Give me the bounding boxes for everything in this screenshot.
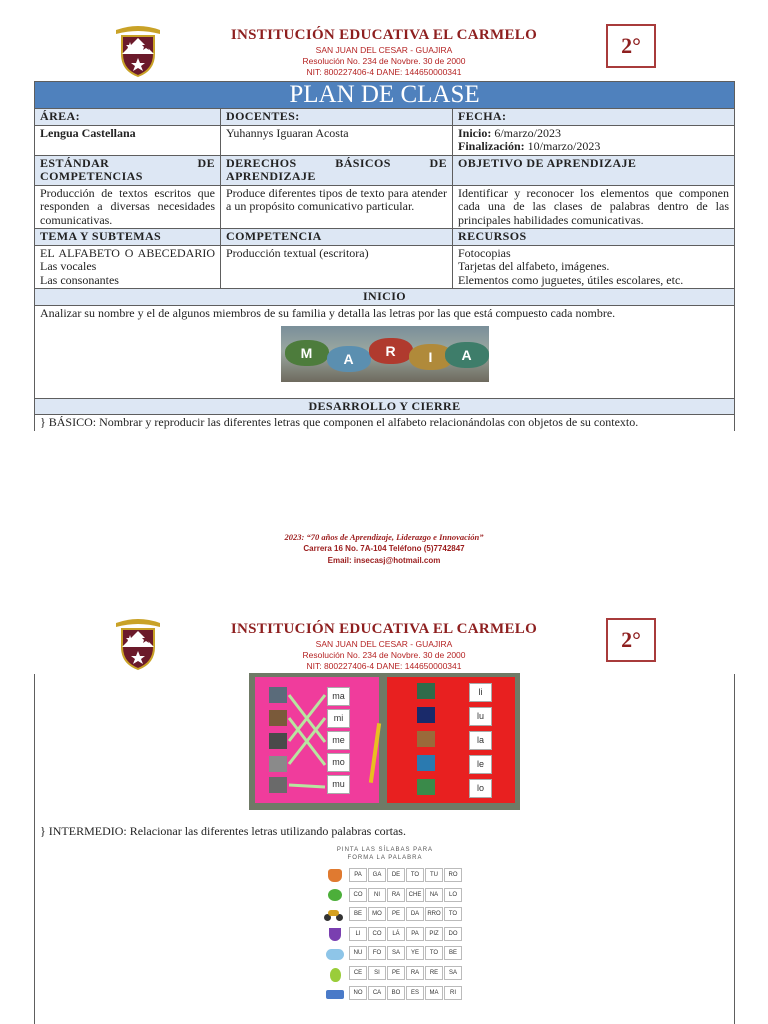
resolution-line: Resolución No. 234 de Novbre. 30 de 2000 xyxy=(302,56,466,66)
stone-letter: A xyxy=(445,342,489,368)
stone-letter: R xyxy=(369,338,413,364)
resolution-line: Resolución No. 234 de Novbre. 30 de 2000 xyxy=(302,650,466,660)
nit-dane-line: NIT: 800227406-4 DANE: 144650000341 xyxy=(306,67,462,77)
syllable-cell: RE xyxy=(425,966,443,980)
objetivo-label: OBJETIVO DE APRENDIZAJE xyxy=(453,155,735,185)
syllable-cell: CA xyxy=(368,986,386,1000)
pink-board xyxy=(255,677,379,803)
syllable-cell: NI xyxy=(368,888,386,902)
recurso-line: Elementos como juguetes, útiles escolares, etc. xyxy=(458,272,684,287)
maria-stones-image xyxy=(281,326,489,382)
estandar-label: ESTÁNDAR DE COMPETENCIAS xyxy=(35,155,221,185)
syllable-cell: PE xyxy=(387,966,405,980)
syllable-cell: RRO xyxy=(425,907,443,921)
recursos-label: RECURSOS xyxy=(453,229,735,246)
syllable-cell: CO xyxy=(349,888,367,902)
syllable-cell: FO xyxy=(368,946,386,960)
stone-letter: A xyxy=(327,346,371,372)
tema-line: EL ALFABETO O ABECEDARIO xyxy=(40,245,215,260)
syllable-card: mi xyxy=(327,709,350,728)
fecha-values xyxy=(453,125,735,155)
picture-card xyxy=(417,707,435,723)
syllable-cell: PIZ xyxy=(425,927,443,941)
syllable-cell: LO xyxy=(444,888,462,902)
picture-card xyxy=(417,779,435,795)
syllable-cell: MA xyxy=(425,986,443,1000)
syllable-card: mu xyxy=(327,775,350,794)
syllable-cell: SI xyxy=(368,966,386,980)
tema-line: Las consonantes xyxy=(40,272,119,287)
syllable-cell: SA xyxy=(387,946,405,960)
syllable-cell: ES xyxy=(406,986,424,1000)
red-board xyxy=(387,677,515,803)
syllable-card: li xyxy=(469,683,492,702)
syllable-cell: TO xyxy=(444,907,462,921)
syllable-cell: DE xyxy=(387,868,405,882)
syllable-card: le xyxy=(469,755,492,774)
syllable-card: mo xyxy=(327,753,350,772)
syllable-cell: SA xyxy=(444,966,462,980)
table-left-border xyxy=(34,674,35,1024)
syllable-cell: LI xyxy=(349,927,367,941)
footer-email: Email: insecasj@hotmail.com xyxy=(327,556,441,565)
syllable-cell: PA xyxy=(349,868,367,882)
recurso-line: Fotocopias xyxy=(458,245,511,260)
inicio-section-header: INICIO xyxy=(35,289,735,306)
glove-icon xyxy=(328,869,342,882)
syllable-cell: NA xyxy=(425,888,443,902)
plan-banner: PLAN DE CLASE xyxy=(35,82,735,109)
recurso-line: Tarjetas del alfabeto, imágenes. xyxy=(458,259,610,273)
fin-date: 10/marzo/2023 xyxy=(524,139,601,153)
objetivo-value: Identificar y reconocer los elementos que componen cada una de las clases de palabras dentro de las principales habilidades comunicativas. xyxy=(453,185,735,229)
pear-icon xyxy=(330,968,341,982)
desarrollo-section-header: DESARROLLO Y CIERRE xyxy=(35,398,735,415)
frog-icon xyxy=(328,889,342,901)
cloud-icon xyxy=(326,949,344,960)
syllable-cell: TO xyxy=(425,946,443,960)
syllable-cell: CO xyxy=(368,927,386,941)
fecha-label: FECHA: xyxy=(453,109,735,126)
syllable-cell: NO xyxy=(349,986,367,1000)
grade-box: 2° xyxy=(606,618,656,662)
location-line: SAN JUAN DEL CESAR - GUAJIRA xyxy=(315,639,453,649)
inicio-section-body xyxy=(35,305,735,398)
dba-label: DERECHOS BÁSICOS DE APRENDIZAJE xyxy=(221,155,453,185)
syllable-cell: NU xyxy=(349,946,367,960)
syllable-cell: LÁ xyxy=(387,927,405,941)
docentes-label: DOCENTES: xyxy=(221,109,453,126)
syllable-card: la xyxy=(469,731,492,750)
estandar-value: Producción de textos escritos que responden a diversas necesidades comunicativas. xyxy=(35,185,221,229)
syllable-cell: RA xyxy=(406,966,424,980)
syllable-cell: CHE xyxy=(406,888,424,902)
basico-text: } BÁSICO: Nombrar y reproducir las diferentes letras que componen el alfabeto relacionándolas con objetos de su contexto. xyxy=(35,415,735,431)
syllable-cell: TO xyxy=(406,868,424,882)
inicio-date-label: Inicio: xyxy=(458,125,492,140)
docente-value: Yuhannys Iguaran Acosta xyxy=(221,125,453,155)
syllable-cell: YE xyxy=(406,946,424,960)
footer-motto: 2023: “70 años de Aprendizaje, Liderazgo e Innovación” xyxy=(284,532,484,542)
picture-card xyxy=(417,755,435,771)
syllable-boards-photo xyxy=(249,673,520,810)
syllable-card: me xyxy=(327,731,350,750)
syllable-card: lo xyxy=(469,779,492,798)
location-line: SAN JUAN DEL CESAR - GUAJIRA xyxy=(315,45,453,55)
tema-label: TEMA Y SUBTEMAS xyxy=(35,229,221,246)
fin-date-label: Finalización: xyxy=(458,139,525,153)
picture-card xyxy=(417,683,435,699)
syllable-cell: MO xyxy=(368,907,386,921)
worksheet-title-line2: FORMA LA PALABRA xyxy=(347,855,423,861)
stone-letter: I xyxy=(409,344,453,370)
institution-title: INSTITUCIÓN EDUCATIVA EL CARMELO xyxy=(230,621,538,637)
syllable-cell: BE xyxy=(444,946,462,960)
table-right-border xyxy=(734,674,735,1024)
syllable-cell: BO xyxy=(387,986,405,1000)
syllable-cell: TU xyxy=(425,868,443,882)
syllable-card: lu xyxy=(469,707,492,726)
syllable-cell: RI xyxy=(444,986,462,1000)
yarn-lines xyxy=(255,677,379,803)
dba-value: Produce diferentes tipos de texto para atender a un propósito comunicativo particular. xyxy=(221,185,453,229)
syllable-cell: DA xyxy=(406,907,424,921)
tema-line: Las vocales xyxy=(40,259,97,273)
area-label: ÁREA: xyxy=(35,109,221,126)
school-crest xyxy=(110,24,166,80)
syllable-cell: PE xyxy=(387,907,405,921)
syllable-cell: PA xyxy=(406,927,424,941)
syllable-card: ma xyxy=(327,687,350,706)
lesson-plan-table xyxy=(34,81,735,431)
intermedio-text: } INTERMEDIO: Relacionar las diferentes letras utilizando palabras cortas. xyxy=(40,824,406,838)
area-value: Lengua Castellana xyxy=(35,125,221,155)
competencia-label: COMPETENCIA xyxy=(221,229,453,246)
motorcycle-icon xyxy=(324,909,344,921)
trophy-icon xyxy=(329,928,341,941)
institution-title: INSTITUCIÓN EDUCATIVA EL CARMELO xyxy=(230,27,538,43)
syllable-cell: CE xyxy=(349,966,367,980)
footer-address: Carrera 16 No. 7A-104 Teléfono (5)7742847 xyxy=(303,544,465,553)
syllable-cell: DO xyxy=(444,927,462,941)
recursos-values xyxy=(453,245,735,289)
syllable-cell: GA xyxy=(368,868,386,882)
syllable-cell: BE xyxy=(349,907,367,921)
picture-card xyxy=(417,731,435,747)
inicio-date: 6/marzo/2023 xyxy=(491,125,561,140)
syllable-cell: RO xyxy=(444,868,462,882)
bed-icon xyxy=(326,990,344,999)
worksheet-title-line1: PINTA LAS SÍLABAS PARA xyxy=(336,847,434,853)
inicio-text: Analizar su nombre y el de algunos miembros de su familia y detalla las letras por las que está compuesto cada nombre. xyxy=(40,305,616,320)
school-crest xyxy=(110,617,166,673)
syllable-cell: RA xyxy=(387,888,405,902)
competencia-value: Producción textual (escritora) xyxy=(221,245,453,289)
nit-dane-line: NIT: 800227406-4 DANE: 144650000341 xyxy=(306,661,462,671)
grade-box: 2° xyxy=(606,24,656,68)
stone-letter: M xyxy=(285,340,329,366)
tema-values xyxy=(35,245,221,289)
